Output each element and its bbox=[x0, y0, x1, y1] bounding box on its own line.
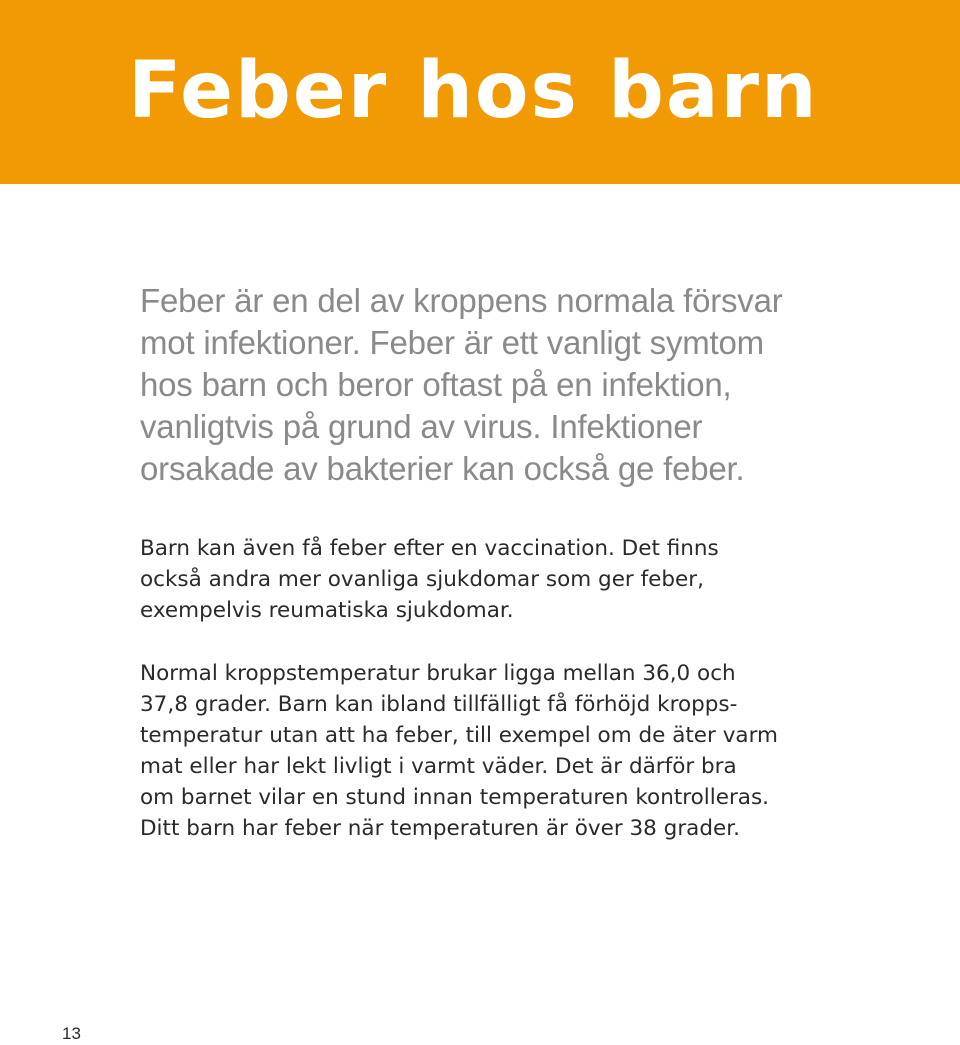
body-line: Barn kan även få feber efter en vaccination. Det finns bbox=[140, 536, 719, 561]
body-line: Ditt barn har feber när temperaturen är över 38 grader. bbox=[140, 816, 740, 841]
header-banner bbox=[0, 0, 960, 184]
body-line: exempelvis reumatiska sjukdomar. bbox=[140, 598, 514, 623]
intro-line: Feber är en del av kroppens normala försvar bbox=[140, 282, 783, 319]
body-line: Normal kroppstemperatur brukar ligga mellan 36,0 och bbox=[140, 661, 736, 686]
intro-line: vanligtvis på grund av virus. Infektioner bbox=[140, 408, 703, 445]
page-number: 13 bbox=[62, 1024, 81, 1043]
page-title: Feber hos barn bbox=[128, 46, 819, 136]
intro-paragraph bbox=[140, 280, 840, 490]
intro-line: mot infektioner. Feber är ett vanligt symtom bbox=[140, 324, 764, 361]
body-paragraph-vaccination bbox=[140, 533, 840, 626]
intro-line: hos barn och beror oftast på en infektion, bbox=[140, 366, 732, 403]
body-paragraph-temperature bbox=[140, 658, 840, 844]
body-line: temperatur utan att ha feber, till exempel om de äter varm bbox=[140, 723, 778, 748]
intro-line: orsakade av bakterier kan också ge feber. bbox=[140, 450, 745, 487]
body-line: också andra mer ovanliga sjukdomar som ger feber, bbox=[140, 567, 704, 592]
body-line: om barnet vilar en stund innan temperaturen kontrolleras. bbox=[140, 785, 770, 810]
body-line: mat eller har lekt livligt i varmt väder. Det är därför bra bbox=[140, 754, 737, 779]
body-line: 37,8 grader. Barn kan ibland tillfälligt få förhöjd kropps- bbox=[140, 692, 738, 717]
